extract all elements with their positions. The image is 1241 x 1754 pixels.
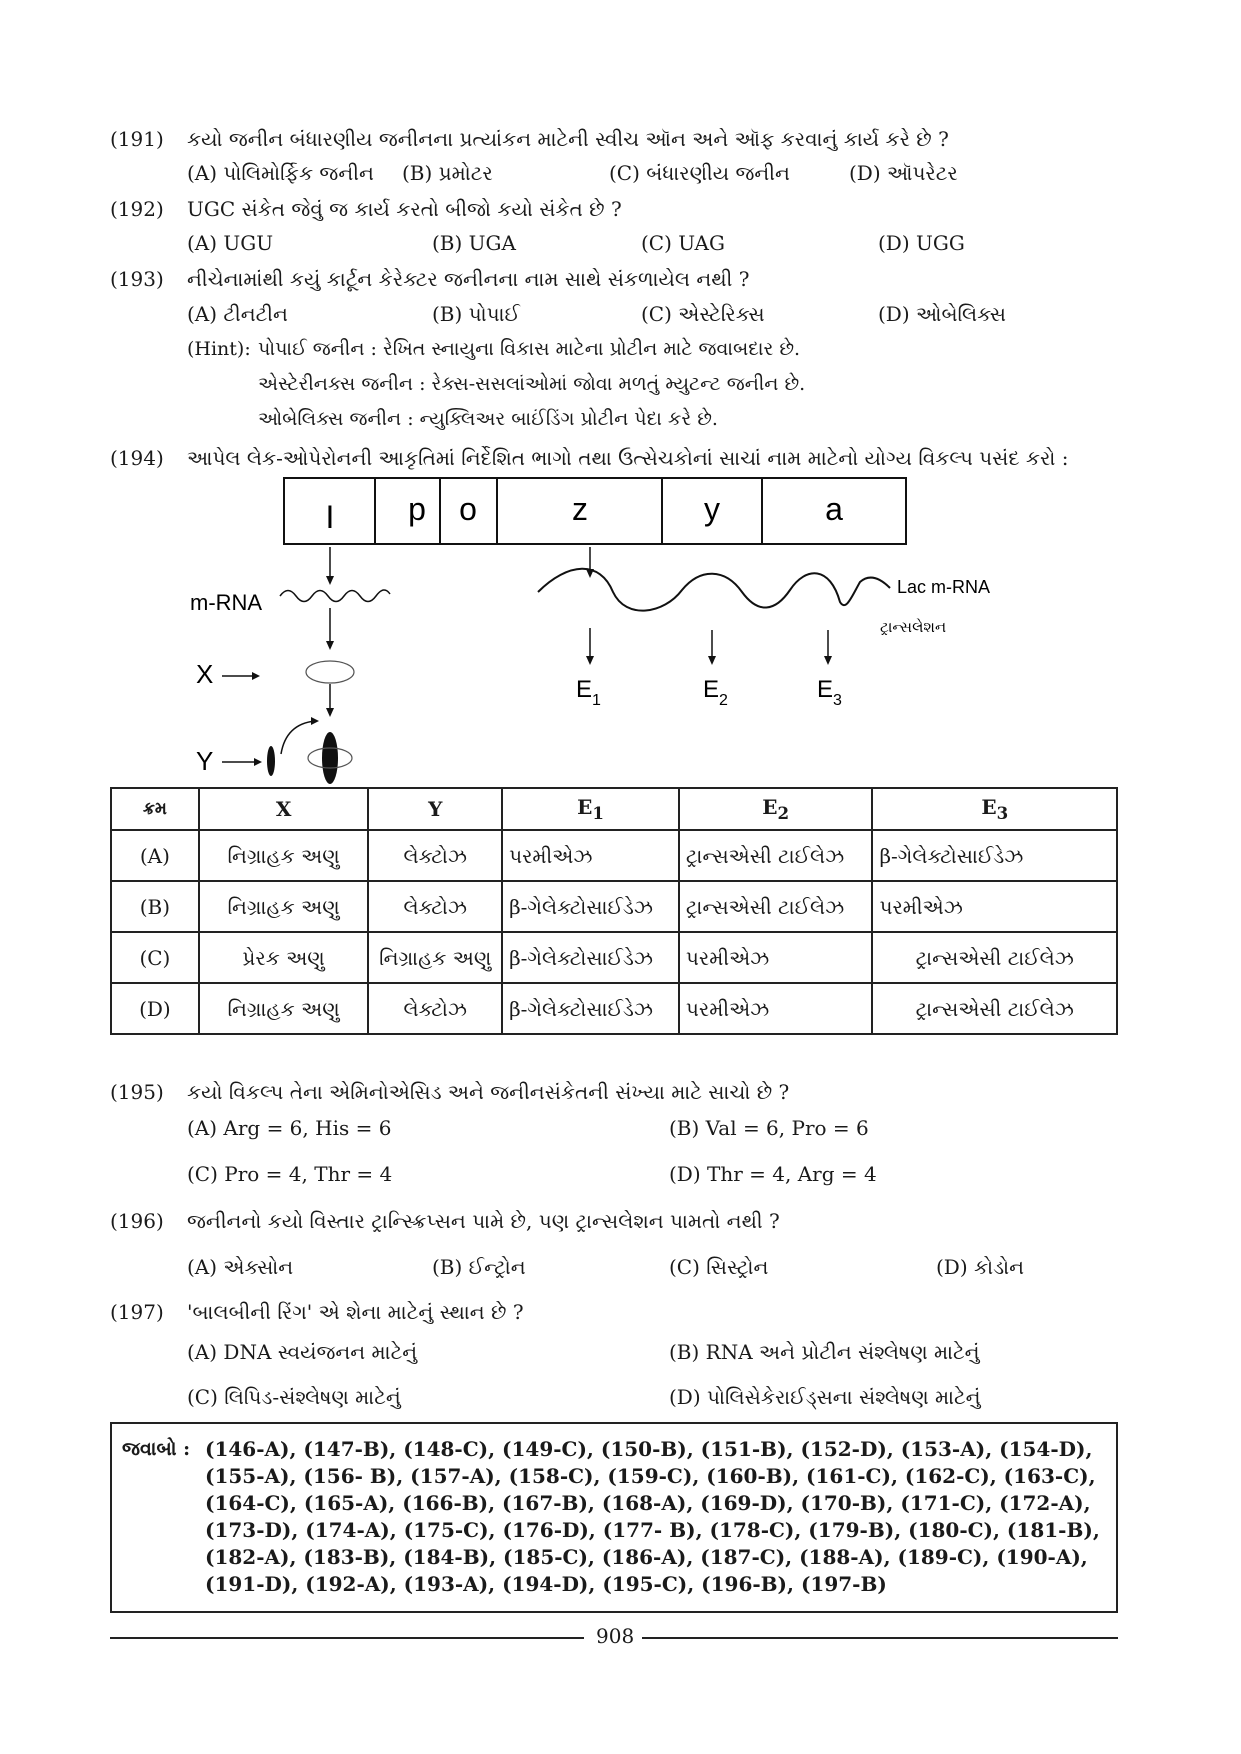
option-d: (D) પોલિસેકેરાઈડ્સના સંશ્લેષણ માટેનું bbox=[669, 1385, 981, 1409]
enzyme-e3-label: $E_3$ bbox=[817, 676, 842, 709]
option-d: (D) Thr = 4, Arg = 4 bbox=[669, 1162, 877, 1186]
header-cell: X bbox=[199, 788, 369, 830]
table-cell: (C) bbox=[111, 932, 199, 983]
option-b: (B) RNA અને પ્રોટીન સંશ્લેષણ માટેનું bbox=[669, 1340, 980, 1364]
repressor-ellipse bbox=[306, 661, 354, 683]
option-b: (B) પ્રમોટર bbox=[402, 161, 493, 185]
table-cell: પરમીએઝ bbox=[679, 932, 873, 983]
option-c: (C) સિસ્ટ્રોન bbox=[669, 1255, 769, 1279]
gene-label-a: a bbox=[825, 491, 843, 527]
answers-box bbox=[110, 1422, 1118, 1613]
lac-mrna-label: Lac m-RNA bbox=[897, 577, 991, 597]
table-cell: નિગ્રાહક અણુ bbox=[199, 881, 369, 932]
answer-options-table bbox=[110, 787, 1118, 1035]
small-mrna-wave bbox=[280, 590, 390, 602]
table-cell: લેક્ટોઝ bbox=[368, 830, 502, 881]
header-cell: $E_3$ bbox=[872, 788, 1117, 830]
option-c: (C) એસ્ટેરિક્સ bbox=[641, 302, 765, 326]
option-a: (A) ટીનટીન bbox=[187, 302, 288, 326]
table-cell: (B) bbox=[111, 881, 199, 932]
question-text: કયો વિકલ્પ તેના એમિનોએસિડ અને જનીનસંકેતની સંખ્યા માટે સાચો છે ? bbox=[187, 1080, 790, 1104]
table-cell: નિગ્રાહક અણુ bbox=[199, 983, 369, 1034]
table-cell: ટ્રાન્સએસી ટાઈલેઝ bbox=[872, 983, 1117, 1034]
header-cell: ક્રમ bbox=[111, 788, 199, 830]
table-header-row bbox=[111, 788, 1117, 830]
table-cell: ટ્રાન્સએસી ટાઈલેઝ bbox=[872, 932, 1117, 983]
table-cell: (A) bbox=[111, 830, 199, 881]
table-cell: લેક્ટોઝ bbox=[368, 983, 502, 1034]
option-a: (A) એક્સોન bbox=[187, 1255, 294, 1279]
hint-line: એસ્ટેરીનક્સ જનીન : રેક્સ-સસલાંઓમાં જોવા મળતું મ્યુટન્ટ જનીન છે. bbox=[258, 373, 806, 395]
question-text: આપેલ લેક-ઓપેરોનની આકૃતિમાં નિર્દેશિત ભાગો તથા ઉત્સેચકોનાં સાચાં નામ માટેનો યોગ્ય વિકલ્પ પસંદ કરો : bbox=[187, 446, 1069, 470]
table-cell: નિગ્રાહક અણુ bbox=[199, 830, 369, 881]
option-d: (D) કોડોન bbox=[936, 1255, 1024, 1279]
option-a: (A) Arg = 6, His = 6 bbox=[187, 1116, 392, 1140]
page-number: 908 bbox=[596, 1624, 635, 1648]
question-text: કયો જનીન બંધારણીય જનીનના પ્રત્યાંકન માટેની સ્વીચ ઑન અને ઑફ કરવાનું કાર્ય કરે છે ? bbox=[187, 127, 949, 151]
table-cell: પ્રેરક અણુ bbox=[199, 932, 369, 983]
option-b: (B) પોપાઈ bbox=[432, 302, 520, 326]
table-cell: નિગ્રાહક અણુ bbox=[368, 932, 502, 983]
hint-line: ઓબેલિક્સ જનીન : ન્યુક્લિઅર બાઈંડિંગ પ્રોટીન પેદા કરે છે. bbox=[258, 408, 718, 430]
gene-label-o: o bbox=[459, 491, 477, 527]
y-label: Y bbox=[196, 746, 214, 776]
option-c: (C) UAG bbox=[641, 231, 725, 255]
x-label: X bbox=[196, 659, 214, 689]
gene-label-i: I bbox=[325, 499, 335, 535]
question-number: (195) bbox=[110, 1080, 164, 1104]
table-cell: પરમીએઝ bbox=[502, 830, 679, 881]
option-a: (A) UGU bbox=[187, 231, 274, 255]
option-d: (D) UGG bbox=[878, 231, 965, 255]
footer-rule-right bbox=[642, 1637, 1118, 1639]
question-text: 'બાલબીની રિંગ' એ શેના માટેનું સ્થાન છે ? bbox=[187, 1300, 524, 1324]
option-c: (C) બંધારણીય જનીન bbox=[609, 161, 790, 185]
table-cell: (D) bbox=[111, 983, 199, 1034]
table-row bbox=[111, 830, 1117, 881]
option-a: (A) પોલિમોર્ફિક જનીન bbox=[187, 161, 374, 185]
answers-text: (146-A), (147-B), (148-C), (149-C), (150-B), (151-B), (152-D), (153-A), (154-D), (155-A), (156- B), (157-A), (158-C), (159-C), (160-B), (161-C), (162-C), (163-C), (164-C), (165-A), (166-B), (167-B), (168-A), (169-D), (170-B), (171-C), (172-A), (173-D), (174-A), (175-C), (176-D), (177- B), (178-C), (179-B), (180-C), (181-B), (182-A), (183-B), (184-B), (185-C), (186-A), (187-C), (188-A), (189-C), (190-A), (191-D), (192-A), (193-A), (194-D), (195-C), (196-B), (197-B) bbox=[205, 1437, 1100, 1596]
table-row bbox=[111, 932, 1117, 983]
option-b: (B) ઈન્ટ્રોન bbox=[432, 1255, 526, 1279]
table-cell: β-ગેલેક્ટોસાઈડેઝ bbox=[502, 983, 679, 1034]
question-text: નીચેનામાંથી કયું કાર્ટૂન કેરેક્ટર જનીનના નામ સાથે સંકળાયેલ નથી ? bbox=[187, 267, 750, 291]
question-text: UGC સંકેત જેવું જ કાર્ય કરતો બીજો કયો સંકેત છે ? bbox=[187, 197, 622, 221]
option-b: (B) Val = 6, Pro = 6 bbox=[669, 1116, 869, 1140]
option-d: (D) ઑપરેટર bbox=[849, 161, 958, 185]
table-cell: ટ્રાન્સએસી ટાઈલેઝ bbox=[679, 830, 873, 881]
question-number: (193) bbox=[110, 267, 164, 291]
option-d: (D) ઓબેલિક્સ bbox=[878, 302, 1006, 326]
question-number: (196) bbox=[110, 1209, 164, 1233]
question-number: (191) bbox=[110, 127, 164, 151]
header-cell: $E_2$ bbox=[679, 788, 873, 830]
table-cell: લેક્ટોઝ bbox=[368, 881, 502, 932]
table-cell: β-ગેલેક્ટોસાઈડેઝ bbox=[502, 881, 679, 932]
inducer-repressor-complex bbox=[322, 732, 338, 784]
option-b: (B) UGA bbox=[432, 231, 516, 255]
hint-label: (Hint): bbox=[187, 338, 251, 360]
table-cell: પરમીએઝ bbox=[679, 983, 873, 1034]
header-cell: $E_1$ bbox=[502, 788, 679, 830]
mrna-label: m-RNA bbox=[190, 590, 263, 615]
option-c: (C) Pro = 4, Thr = 4 bbox=[187, 1162, 393, 1186]
table-cell: β-ગેલેક્ટોસાઈડેઝ bbox=[872, 830, 1117, 881]
table-cell: β-ગેલેક્ટોસાઈડેઝ bbox=[502, 932, 679, 983]
gene-label-y: y bbox=[704, 491, 720, 527]
enzyme-e2-label: $E_2$ bbox=[703, 676, 728, 709]
question-text: જનીનનો કયો વિસ્તાર ટ્રાન્સ્ક્રિપ્સન પામે છે, પણ ટ્રાન્સલેશન પામતો નથી ? bbox=[187, 1209, 780, 1233]
table-row bbox=[111, 881, 1117, 932]
table-row bbox=[111, 983, 1117, 1034]
header-cell: Y bbox=[368, 788, 502, 830]
gene-label-z: z bbox=[572, 491, 588, 527]
lac-operon-diagram bbox=[0, 470, 1241, 790]
gene-label-p: p bbox=[408, 491, 426, 527]
footer-rule-left bbox=[110, 1637, 584, 1639]
question-number: (197) bbox=[110, 1300, 164, 1324]
table-cell: ટ્રાન્સએસી ટાઈલેઝ bbox=[679, 881, 873, 932]
enzyme-e1-label: $E_1$ bbox=[576, 676, 601, 709]
operon-gene-box bbox=[284, 478, 906, 544]
option-a: (A) DNA સ્વયંજનન માટેનું bbox=[187, 1340, 418, 1364]
option-c: (C) લિપિડ-સંશ્લેષણ માટેનું bbox=[187, 1385, 401, 1409]
inducer-small bbox=[267, 746, 275, 776]
table-cell: પરમીએઝ bbox=[872, 881, 1117, 932]
question-number: (194) bbox=[110, 446, 164, 470]
hint-line: પોપાઈ જનીન : રેખિત સ્નાયુના વિકાસ માટેના પ્રોટીન માટે જવાબદાર છે. bbox=[258, 338, 801, 360]
answers-label: જવાબો : bbox=[122, 1438, 191, 1460]
translation-label: ટ્રાન્સલેશન bbox=[880, 619, 947, 636]
question-number: (192) bbox=[110, 197, 164, 221]
